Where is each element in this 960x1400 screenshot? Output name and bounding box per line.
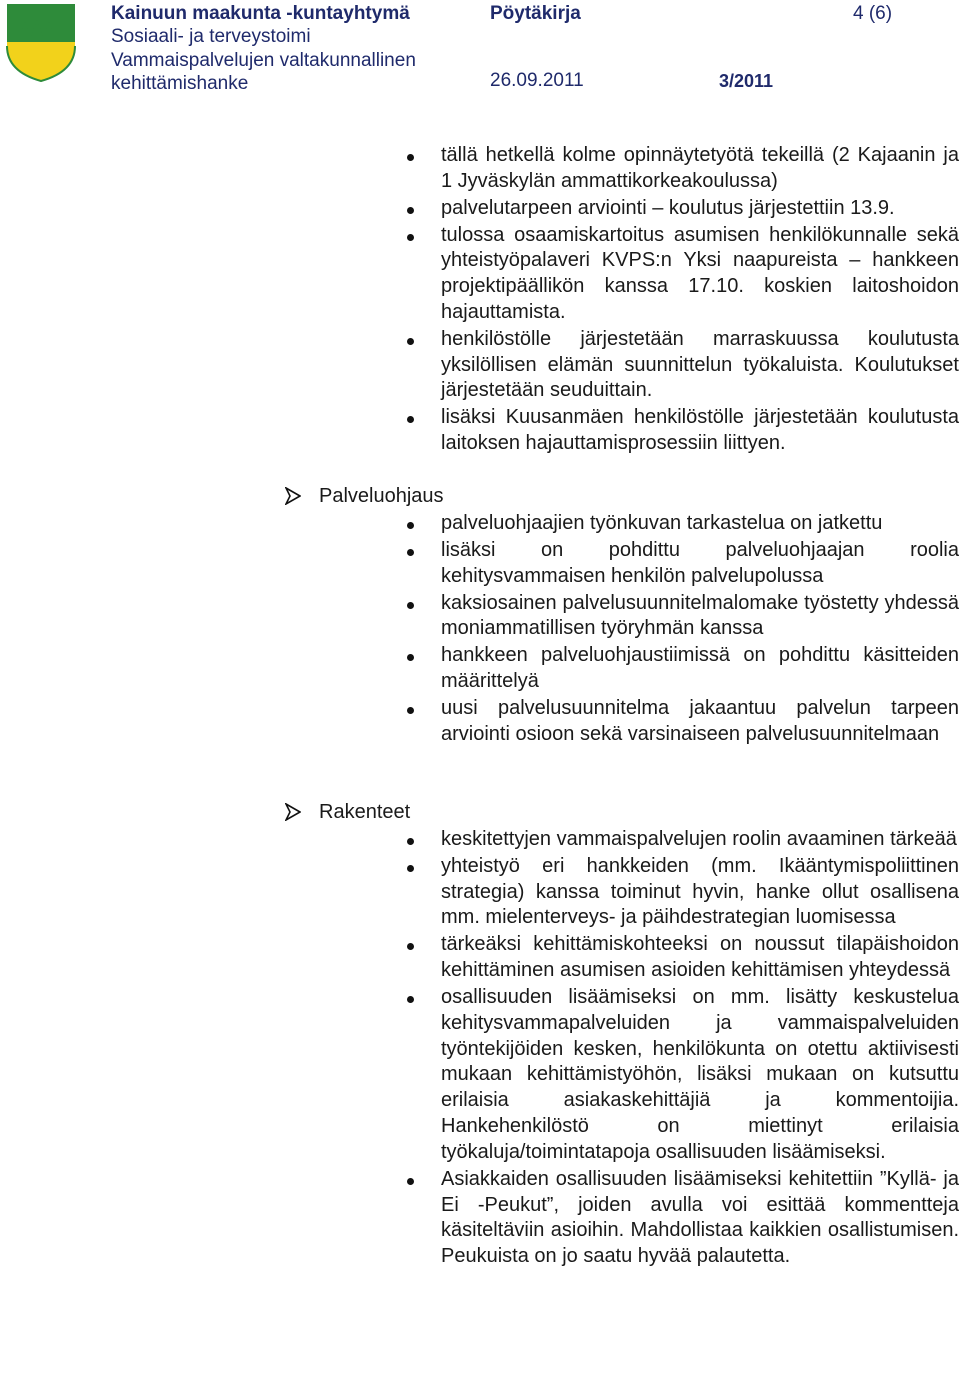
section-heading-palveluohjaus: Palveluohjaus [285, 483, 444, 512]
bullet-dot-icon [407, 943, 414, 950]
palveluohjaus-bullet-list [441, 511, 959, 749]
bullet-dot-icon [407, 416, 414, 423]
bullet-dot-icon [407, 207, 414, 214]
section-heading-rakenteet: Rakenteet [285, 799, 410, 828]
list-item: yhteistyö eri hankkeiden (mm. Ikääntymispoliittinen strategia) kanssa toiminut hyvin, hanke ollut osallisena mm. mielenterveys- ja päihdestrategian luomisessa [441, 854, 959, 931]
bullet-dot-icon [407, 154, 414, 161]
list-item: osallisuuden lisäämiseksi on mm. lisätty keskustelua kehitysvammapalveluiden ja vammaispalveluiden työntekijöiden kesken, henkilökunta on otettu aktiivisesti mukaan kehittämistyöhön, lisäksi mukaan on kutsuttu erilaisia asiakaskehittäjiä ja kommentoijia. Hankehenkilöstö on miettinyt erilaisia työkaluja/toimintatapoja osallisuuden lisäämiseksi. [441, 985, 959, 1166]
bullet-dot-icon [407, 1178, 414, 1185]
bullet-dot-icon [407, 602, 414, 609]
list-item: tärkeäksi kehittämiskohteeksi on noussut tilapäishoidon kehittäminen asumisen asioiden kehittämisen yhteydessä [441, 932, 959, 984]
document-number: 3/2011 [719, 71, 774, 91]
bullet-dot-icon [407, 654, 414, 661]
document-date: 26.09.2011 [490, 70, 584, 91]
page-number: 4 (6) [853, 3, 893, 24]
project-name-line2: kehittämishanke [111, 73, 249, 94]
bullet-dot-icon [407, 549, 414, 556]
list-item: kaksiosainen palvelusuunnitelmalomake työstetty yhdessä moniammatillisen työryhmän kanssa [441, 591, 959, 643]
bullet-dot-icon [407, 865, 414, 872]
list-item: keskitettyjen vammaispalvelujen roolin avaaminen tärkeää [441, 827, 959, 853]
bullet-dot-icon [407, 522, 414, 529]
document-type: Pöytäkirja [490, 3, 581, 24]
list-item: tällä hetkellä kolme opinnäytetyötä tekeillä (2 Kajaanin ja 1 Jyväskylän ammattikorkeakoulussa) [441, 143, 959, 195]
bullet-dot-icon [407, 996, 414, 1003]
coat-of-arms-icon [5, 2, 77, 82]
department-name: Sosiaali- ja terveystoimi [111, 26, 311, 47]
intro-bullet-list [441, 143, 959, 458]
project-name-line1: Vammaispalvelujen valtakunnallinen [111, 50, 416, 71]
document-header [0, 0, 960, 100]
organization-name: Kainuun maakunta -kuntayhtymä [111, 3, 410, 24]
list-item: lisäksi Kuusanmäen henkilöstölle järjestetään koulutusta laitoksen hajauttamisprosessiin liittyen. [441, 405, 959, 457]
bullet-dot-icon [407, 838, 414, 845]
list-item: uusi palvelusuunnitelma jakaantuu palvelun tarpeen arviointi osioon sekä varsinaiseen palvelusuunnitelmaan [441, 696, 959, 748]
arrow-bullet-icon [285, 483, 319, 512]
list-item: tulossa osaamiskartoitus asumisen henkilökunnalle sekä yhteistyöpalaveri KVPS:n Yksi naapureista – hankkeen projektipäällikön kanssa 17.10. koskien laitoshoidon hajauttamista. [441, 223, 959, 326]
list-item: Asiakkaiden osallisuuden lisäämiseksi kehitettiin ”Kyllä- ja Ei -Peukut”, joiden avulla voi esittää kommentteja käsiteltäviin asioihin. Mahdollistaa kaikkien osallistumisen. Peukuista on jo saatu hyvää palautetta. [441, 1167, 959, 1270]
list-item: palvelutarpeen arviointi – koulutus järjestettiin 13.9. [441, 196, 959, 222]
bullet-dot-icon [407, 338, 414, 345]
rakenteet-bullet-list [441, 827, 959, 1271]
list-item: hankkeen palveluohjaustiimissä on pohdittu käsitteiden määrittelyä [441, 643, 959, 695]
bullet-dot-icon [407, 234, 414, 241]
arrow-bullet-icon [285, 799, 319, 828]
list-item: palveluohjaajien työnkuvan tarkastelua on jatkettu [441, 511, 959, 537]
bullet-dot-icon [407, 707, 414, 714]
list-item: henkilöstölle järjestetään marraskuussa koulutusta yksilöllisen elämän suunnittelun työkaluista. Koulutukset järjestetään seuduittain. [441, 327, 959, 404]
list-item: lisäksi on pohdittu palveluohjaajan roolia kehitysvammaisen henkilön palvelupolussa [441, 538, 959, 590]
